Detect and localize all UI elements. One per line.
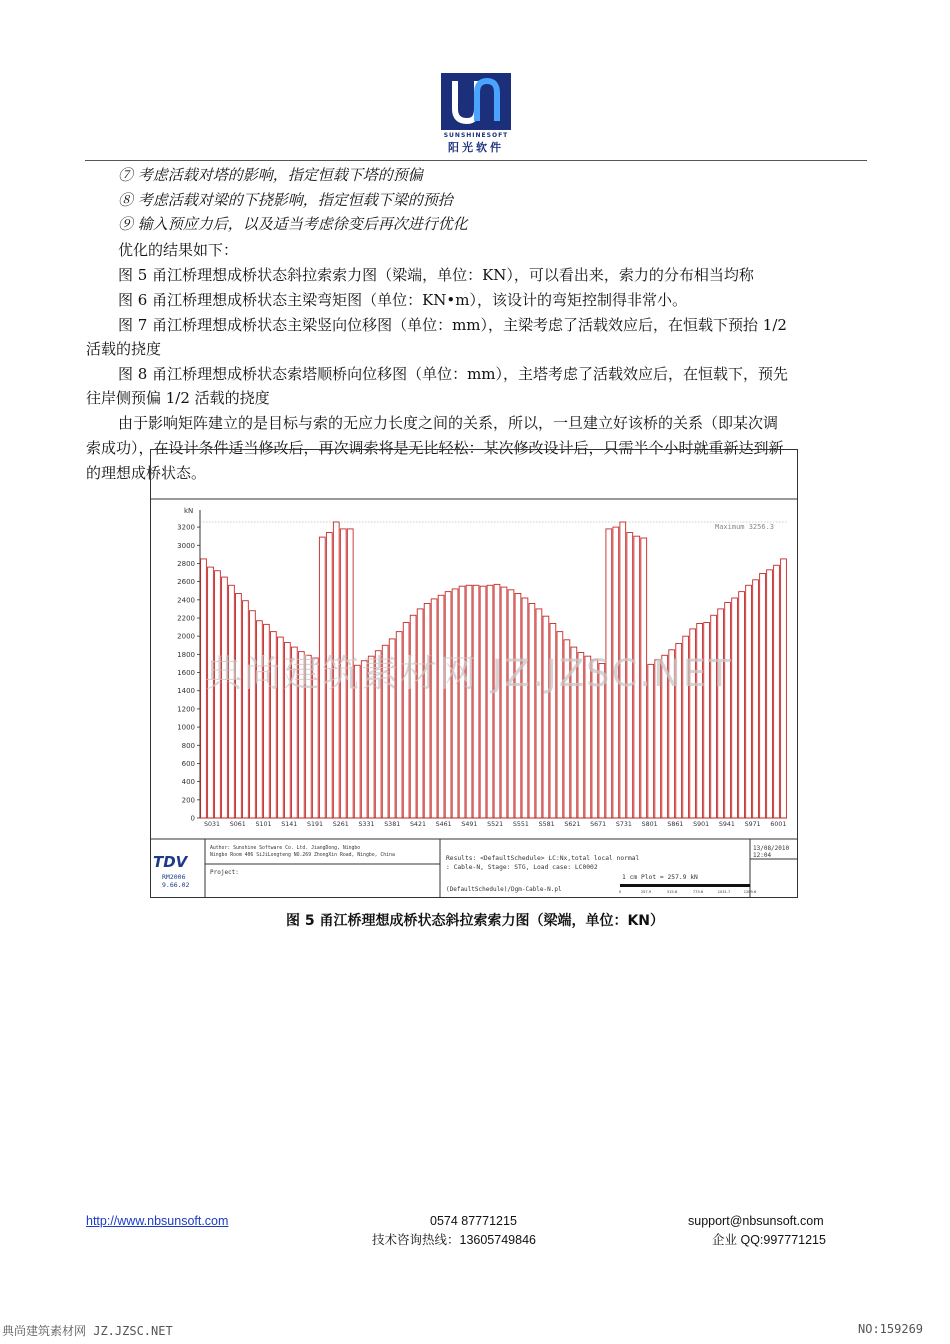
cable-force-bar xyxy=(243,601,249,818)
project-label: Project: xyxy=(210,869,239,876)
x-tick-label: S521 xyxy=(487,821,504,828)
scale-bar xyxy=(619,884,757,894)
cable-force-bar xyxy=(466,585,472,818)
footer-phone: 0574 87771215 xyxy=(430,1214,517,1228)
y-tick-label: 600 xyxy=(181,759,195,768)
x-tick-label: S261 xyxy=(332,821,349,828)
title-block xyxy=(150,839,798,898)
x-tick-label: S861 xyxy=(667,821,684,828)
cable-force-bar xyxy=(250,611,256,818)
footer-qq: 企业 QQ:997771215 xyxy=(712,1233,826,1247)
y-tick-label: 0 xyxy=(190,814,195,823)
plot-date: 13/08/2010 xyxy=(753,845,790,852)
y-tick-label: 2600 xyxy=(177,578,195,587)
list-item-9: ⑨ 输入预应力后，以及适当考虑徐变后再次进行优化 xyxy=(118,215,468,233)
results-line-1: Results: <DefaultSchedule> LC:Nx,total local normal xyxy=(446,855,640,862)
cable-force-bar xyxy=(452,589,458,818)
cable-force-bar xyxy=(431,599,437,818)
bottom-watermark-left: 典尚建筑素材网 JZ.JZSC.NET xyxy=(2,1324,173,1338)
y-tick-label: 400 xyxy=(181,778,195,787)
cable-force-bar xyxy=(222,577,228,818)
fig7-description-cont: 活载的挠度 xyxy=(86,340,162,358)
tdv-logo: TDV xyxy=(153,853,188,871)
cable-force-bar xyxy=(774,565,780,818)
y-tick-label: 1800 xyxy=(177,650,195,659)
x-tick-label: S551 xyxy=(512,821,529,828)
x-tick-label: S101 xyxy=(255,821,272,828)
x-tick-label: S801 xyxy=(641,821,658,828)
cable-force-bar xyxy=(515,593,521,818)
cable-force-bar xyxy=(501,587,507,818)
cable-force-bar xyxy=(746,585,752,818)
cable-force-bar xyxy=(732,598,738,818)
scale-tick-label: 0 xyxy=(618,890,622,894)
footer-email: support@nbsunsoft.com xyxy=(688,1214,824,1228)
cable-force-bar xyxy=(529,603,535,818)
x-tick-label: S941 xyxy=(718,821,735,828)
x-tick-label: S381 xyxy=(384,821,401,828)
y-tick-label: 1600 xyxy=(177,669,195,678)
cable-force-bar xyxy=(725,603,731,818)
version-line-1: RM2006 xyxy=(162,873,186,881)
cable-force-bar xyxy=(760,573,766,818)
author-line-2: Ningbo Room 406 SiJiLongteng NO.269 ZhongXin Road, Ningbo, China xyxy=(210,853,395,858)
y-tick-label: 3200 xyxy=(177,523,195,532)
x-tick-label: S581 xyxy=(538,821,555,828)
list-item-8: ⑧ 考虑活载对梁的下挠影响，指定恒载下梁的预抬 xyxy=(118,191,453,209)
fig8-description: 图 8 甬江桥理想成桥状态索塔顺桥向位移图（单位：mm），主塔考虑了活载效应后，在恒载下，预先 xyxy=(118,365,789,383)
cable-force-bar xyxy=(508,590,514,818)
x-tick-label: S061 xyxy=(229,821,246,828)
author-line-1: Author: Sunshine Software Co. Ltd. JiangDong, Ningbo xyxy=(210,846,361,851)
scale-tick-label: 773.6 xyxy=(692,890,704,894)
y-tick-label: 800 xyxy=(181,741,195,750)
cable-force-bar xyxy=(473,585,479,818)
cable-force-bar xyxy=(480,586,486,818)
y-tick-label: 1000 xyxy=(177,723,195,732)
website-link[interactable]: http://www.nbsunsoft.com xyxy=(86,1214,229,1228)
result-intro: 优化的结果如下： xyxy=(118,241,239,259)
cable-force-bar xyxy=(487,585,493,818)
y-tick-label: 1400 xyxy=(177,687,195,696)
logo-chinese: 阳光软件 xyxy=(448,141,504,154)
cable-force-bar xyxy=(536,609,542,818)
cable-force-bar xyxy=(417,609,423,818)
maximum-label: Maximum 3256.3 xyxy=(715,523,775,531)
center-watermark: 典尚建筑素材网 JZ.JZSC.NET xyxy=(205,652,733,695)
x-tick-label: S331 xyxy=(358,821,375,828)
fig7-description: 图 7 甬江桥理想成桥状态主梁竖向位移图（单位：mm），主梁考虑了活载效应后，在恒载下预抬 1/2 xyxy=(118,316,787,334)
y-tick-label: 2200 xyxy=(177,614,195,623)
scale-tick-label: 515.8 xyxy=(666,890,678,894)
y-tick-label: 2400 xyxy=(177,596,195,605)
x-tick-label: 6001 xyxy=(770,821,787,828)
cable-force-bar xyxy=(229,585,235,818)
logo-english: SUNSHINESOFT xyxy=(443,132,509,139)
footer-hotline: 技术咨询热线：13605749846 xyxy=(372,1233,536,1247)
plot-scale: 1 cm Plot = 257.9 kN xyxy=(622,874,698,881)
y-tick-label: 1200 xyxy=(177,705,195,714)
logo-mark xyxy=(441,73,511,130)
x-tick-label: S671 xyxy=(590,821,607,828)
x-tick-label: S491 xyxy=(461,821,478,828)
plot-time: 12:04 xyxy=(753,852,772,859)
cable-force-bar xyxy=(494,584,500,818)
fig6-description: 图 6 甬江桥理想成桥状态主梁弯矩图（单位：KN•m），该设计的弯矩控制得非常小。 xyxy=(118,291,687,309)
cable-force-bar xyxy=(718,609,724,818)
cable-force-bar xyxy=(445,592,451,818)
fig8-description-cont: 往岸侧预偏 1/2 活载的挠度 xyxy=(86,389,270,407)
paragraph-line-2: 索成功），在设计条件适当修改后，再次调索将是无比轻松：某次修改设计后，只需半个小时就重新达到新 xyxy=(86,439,784,457)
company-logo xyxy=(441,73,511,157)
cable-force-bar xyxy=(767,570,773,818)
results-line-2: : Cable-N, Stage: STG, Load case: LC0002 xyxy=(446,864,598,871)
x-tick-label: S421 xyxy=(409,821,426,828)
results-line-3: (DefaultSchedule)/Dgm-Cable-N.pl xyxy=(446,886,562,893)
list-item-7: ⑦ 考虑活载对塔的影响，指定恒载下塔的预偏 xyxy=(118,166,423,184)
x-tick-label: S461 xyxy=(435,821,452,828)
x-tick-label: S731 xyxy=(615,821,632,828)
x-tick-label: S971 xyxy=(744,821,761,828)
scale-bar-fill xyxy=(620,884,750,887)
scale-tick-label: 1031.7 xyxy=(717,890,731,894)
x-tick-label: S141 xyxy=(281,821,298,828)
paragraph-line-1: 由于影响矩阵建立的是目标与索的无应力长度之间的关系，所以，一旦建立好该桥的关系（即某次调 xyxy=(118,414,779,432)
y-axis-label: kN xyxy=(184,507,194,515)
y-tick-label: 3000 xyxy=(177,541,195,550)
cable-force-bar xyxy=(753,580,759,818)
y-tick-label: 2800 xyxy=(177,559,195,568)
cable-force-bar xyxy=(236,593,242,818)
cable-force-bar xyxy=(522,598,528,818)
figure-caption: 图 5 甬江桥理想成桥状态斜拉索索力图（梁端，单位：KN） xyxy=(285,913,665,929)
x-tick-label: S901 xyxy=(693,821,710,828)
cable-force-bar xyxy=(424,603,430,818)
x-tick-label: S031 xyxy=(203,821,221,828)
scale-tick-label: 1289.6 xyxy=(743,890,757,894)
cable-force-bar xyxy=(781,559,787,818)
fig5-description: 图 5 甬江桥理想成桥状态斜拉索索力图（梁端，单位：KN），可以看出来，索力的分布相当均称 xyxy=(118,266,754,284)
cable-force-bar xyxy=(739,592,745,818)
header-divider xyxy=(85,160,867,161)
x-tick-label: S191 xyxy=(306,821,323,828)
paragraph-line-3: 的理想成桥状态。 xyxy=(86,464,207,482)
cable-force-bar xyxy=(459,586,465,818)
x-tick-label: S621 xyxy=(564,821,581,828)
y-tick-label: 2000 xyxy=(177,632,195,641)
bottom-watermark-right: NO:159269 xyxy=(858,1322,924,1336)
cable-force-bar xyxy=(438,595,444,818)
scale-tick-label: 257.9 xyxy=(640,890,652,894)
version-line-2: 9.66.02 xyxy=(162,881,190,889)
y-tick-label: 200 xyxy=(181,796,195,805)
